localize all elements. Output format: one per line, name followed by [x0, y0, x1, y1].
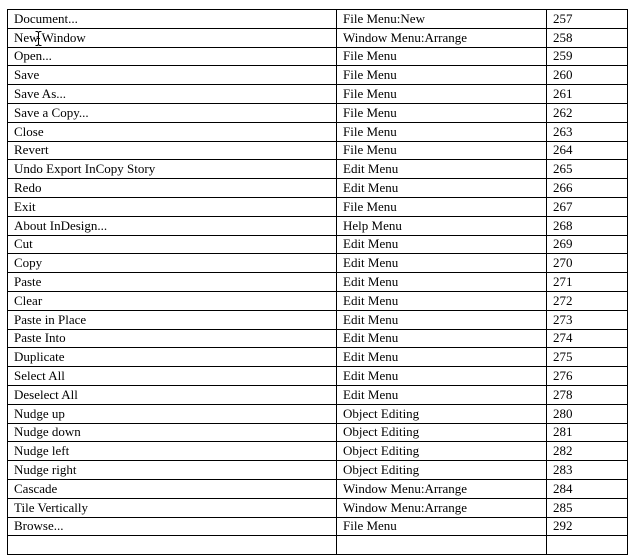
- location-cell: Edit Menu: [337, 291, 547, 310]
- id-cell: 260: [547, 66, 628, 85]
- table-row: [8, 141, 628, 160]
- location-cell: File Menu: [337, 517, 547, 536]
- table-row: [8, 273, 628, 292]
- id-cell: 258: [547, 28, 628, 47]
- location-cell: File Menu: [337, 122, 547, 141]
- table-row: [8, 66, 628, 85]
- table-row: [8, 103, 628, 122]
- command-cell: Paste Into: [8, 329, 337, 348]
- table-row: [8, 216, 628, 235]
- id-cell: 262: [547, 103, 628, 122]
- command-cell: Save a Copy...: [8, 103, 337, 122]
- command-cell: Nudge right: [8, 461, 337, 480]
- table-row: [8, 348, 628, 367]
- location-cell: Edit Menu: [337, 329, 547, 348]
- command-cell: Nudge up: [8, 404, 337, 423]
- table-row: [8, 28, 628, 47]
- table-row: [8, 254, 628, 273]
- id-cell: [547, 536, 628, 555]
- table-row: [8, 498, 628, 517]
- id-cell: 272: [547, 291, 628, 310]
- location-cell: File Menu: [337, 141, 547, 160]
- location-cell: Edit Menu: [337, 348, 547, 367]
- location-cell: File Menu:New: [337, 10, 547, 29]
- command-cell: Open...: [8, 47, 337, 66]
- location-cell: Edit Menu: [337, 254, 547, 273]
- table-row: [8, 47, 628, 66]
- location-cell: Window Menu:Arrange: [337, 498, 547, 517]
- command-cell: Save As...: [8, 85, 337, 104]
- id-cell: 263: [547, 122, 628, 141]
- id-cell: 270: [547, 254, 628, 273]
- command-cell: New Window: [8, 28, 337, 47]
- id-cell: 268: [547, 216, 628, 235]
- location-cell: Edit Menu: [337, 310, 547, 329]
- command-cell: Undo Export InCopy Story: [8, 160, 337, 179]
- id-cell: 276: [547, 367, 628, 386]
- location-cell: Edit Menu: [337, 273, 547, 292]
- id-cell: 261: [547, 85, 628, 104]
- table-row: [8, 291, 628, 310]
- location-cell: Edit Menu: [337, 235, 547, 254]
- id-cell: 273: [547, 310, 628, 329]
- id-cell: 275: [547, 348, 628, 367]
- table-row: [8, 367, 628, 386]
- command-cell: Document...: [8, 10, 337, 29]
- table-row: [8, 197, 628, 216]
- command-table-body: [8, 10, 628, 555]
- table-row: [8, 479, 628, 498]
- table-row: [8, 461, 628, 480]
- table-row: [8, 329, 628, 348]
- table-row: [8, 442, 628, 461]
- table-row: [8, 160, 628, 179]
- command-table: [7, 9, 628, 555]
- location-cell: Edit Menu: [337, 385, 547, 404]
- table-row: [8, 404, 628, 423]
- command-cell: Redo: [8, 179, 337, 198]
- id-cell: 280: [547, 404, 628, 423]
- command-cell: Duplicate: [8, 348, 337, 367]
- id-cell: 274: [547, 329, 628, 348]
- table-row: [8, 310, 628, 329]
- table-row: [8, 235, 628, 254]
- command-cell: [8, 536, 337, 555]
- location-cell: File Menu: [337, 197, 547, 216]
- id-cell: 259: [547, 47, 628, 66]
- id-cell: 281: [547, 423, 628, 442]
- command-cell: Cut: [8, 235, 337, 254]
- id-cell: 282: [547, 442, 628, 461]
- table-row: [8, 122, 628, 141]
- table-row: [8, 536, 628, 555]
- id-cell: 267: [547, 197, 628, 216]
- command-cell: Tile Vertically: [8, 498, 337, 517]
- location-cell: Edit Menu: [337, 179, 547, 198]
- location-cell: [337, 536, 547, 555]
- command-cell: Nudge left: [8, 442, 337, 461]
- id-cell: 264: [547, 141, 628, 160]
- location-cell: File Menu: [337, 66, 547, 85]
- command-cell: Clear: [8, 291, 337, 310]
- text-cursor-icon: [35, 31, 42, 46]
- location-cell: Edit Menu: [337, 160, 547, 179]
- command-cell: Save: [8, 66, 337, 85]
- id-cell: 271: [547, 273, 628, 292]
- table-row: [8, 85, 628, 104]
- id-cell: 265: [547, 160, 628, 179]
- location-cell: Object Editing: [337, 404, 547, 423]
- location-cell: File Menu: [337, 103, 547, 122]
- location-cell: Object Editing: [337, 423, 547, 442]
- command-cell: Close: [8, 122, 337, 141]
- id-cell: 292: [547, 517, 628, 536]
- location-cell: Help Menu: [337, 216, 547, 235]
- command-cell: About InDesign...: [8, 216, 337, 235]
- location-cell: Window Menu:Arrange: [337, 479, 547, 498]
- command-cell: Exit: [8, 197, 337, 216]
- command-cell: Select All: [8, 367, 337, 386]
- id-cell: 278: [547, 385, 628, 404]
- id-cell: 285: [547, 498, 628, 517]
- table-row: [8, 10, 628, 29]
- command-cell: Browse...: [8, 517, 337, 536]
- table-row: [8, 517, 628, 536]
- command-cell: Paste in Place: [8, 310, 337, 329]
- location-cell: Edit Menu: [337, 367, 547, 386]
- command-cell: Cascade: [8, 479, 337, 498]
- id-cell: 284: [547, 479, 628, 498]
- id-cell: 283: [547, 461, 628, 480]
- location-cell: File Menu: [337, 47, 547, 66]
- location-cell: File Menu: [337, 85, 547, 104]
- command-cell: Revert: [8, 141, 337, 160]
- id-cell: 266: [547, 179, 628, 198]
- command-cell: Nudge down: [8, 423, 337, 442]
- command-cell: Deselect All: [8, 385, 337, 404]
- table-row: [8, 423, 628, 442]
- location-cell: Object Editing: [337, 442, 547, 461]
- location-cell: Object Editing: [337, 461, 547, 480]
- command-cell: Copy: [8, 254, 337, 273]
- location-cell: Window Menu:Arrange: [337, 28, 547, 47]
- id-cell: 257: [547, 10, 628, 29]
- command-cell: Paste: [8, 273, 337, 292]
- table-row: [8, 385, 628, 404]
- table-row: [8, 179, 628, 198]
- id-cell: 269: [547, 235, 628, 254]
